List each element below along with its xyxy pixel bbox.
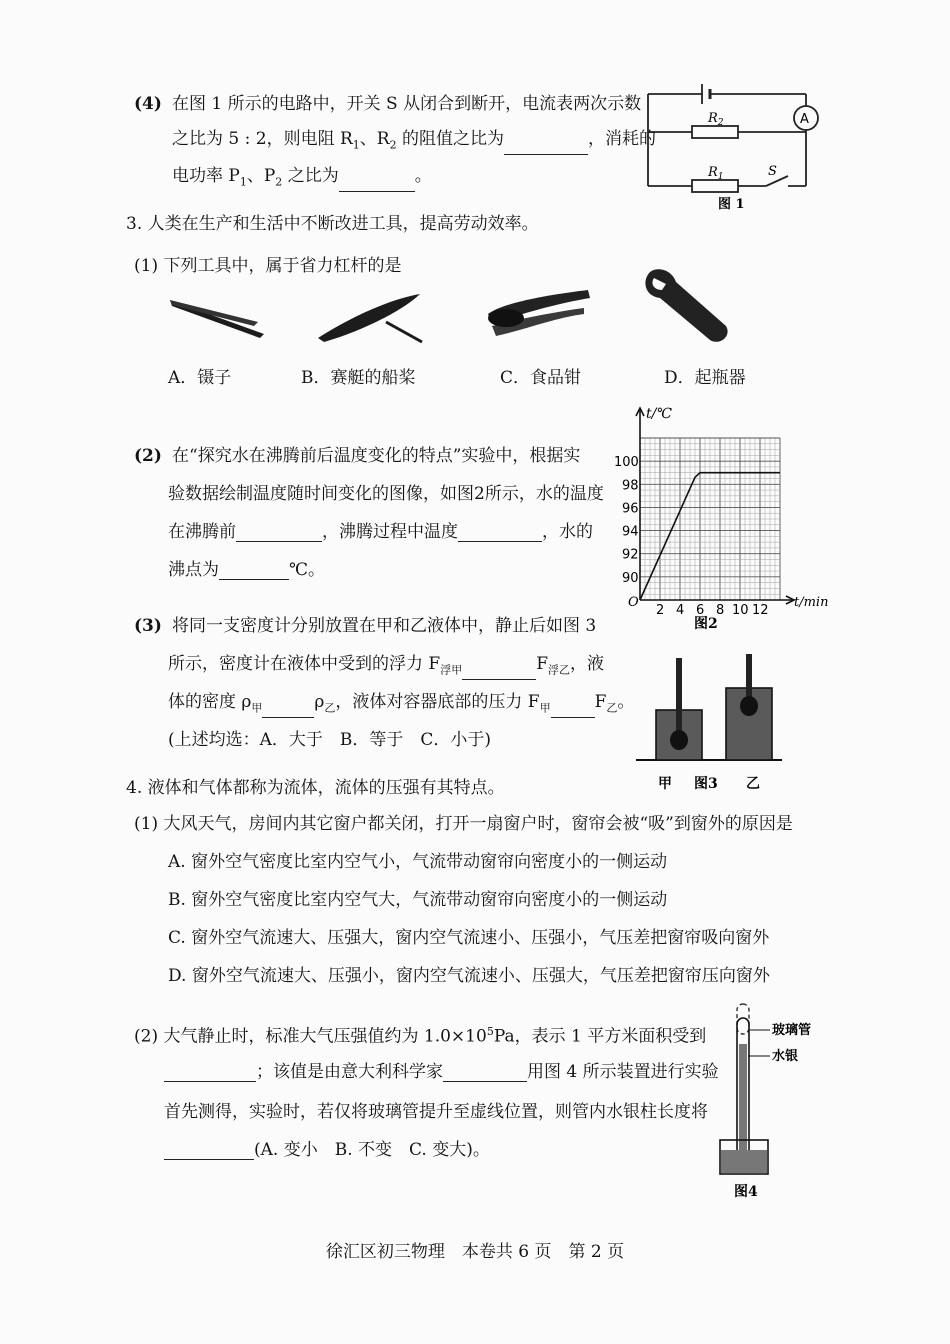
x-axis-label: t/min	[794, 595, 829, 610]
q3-2-number: (2)	[134, 446, 162, 466]
q2-4-line1: 在图 1 所示的电路中，开关 S 从闭合到断开，电流表两次示数	[172, 94, 642, 114]
q4-2-line1: (2) 大气静止时，标准大气压强值约为 $1.0\times 10^5Pa$，表示 1 平方米面积受到	[134, 1025, 707, 1047]
q3-3-line1: 将同一支密度计分别放置在甲和乙液体中，静止后如图 3	[172, 616, 597, 636]
mercury-column	[739, 1044, 747, 1168]
resistor-r2	[692, 126, 738, 138]
q4-2-line3: 首先测得，实验时，若仅将玻璃管提升至虚线位置，则管内水银柱长度将	[164, 1102, 708, 1122]
answer-blank-mercury-length[interactable]	[164, 1143, 254, 1160]
q4-title: 4. 液体和气体都称为流体，流体的压强有其特点。	[126, 778, 505, 798]
answer-blank-boiling-point[interactable]	[219, 563, 289, 580]
answer-blank-pressure-meaning[interactable]	[164, 1065, 256, 1082]
hydrometer-jia-bulb	[670, 730, 688, 750]
q3-1-option-a[interactable]: A．镊子	[168, 368, 232, 388]
answer-blank-power-ratio[interactable]	[339, 175, 415, 192]
bottle-opener-image	[640, 266, 736, 346]
y-tick-label: 98	[622, 478, 639, 494]
answer-blank-density[interactable]	[262, 701, 314, 718]
q3-1-option-d[interactable]: D．起瓶器	[664, 368, 746, 388]
figure-3-caption: 图3	[694, 776, 718, 792]
tweezers-image	[168, 292, 268, 344]
q4-1-stem: (1) 大风天气，房间内其它窗户都关闭，打开一扇窗户时，窗帘会被“吸”到窗外的原因是	[134, 814, 793, 834]
figure-3-hydrometers	[636, 654, 786, 794]
chart-grid	[640, 438, 780, 600]
y-tick-label: 90	[622, 570, 639, 586]
figure-1-circuit	[640, 82, 840, 212]
figure-2-caption: 图2	[694, 616, 718, 632]
q3-1-stem: (1) 下列工具中，属于省力杠杆的是	[134, 256, 402, 276]
answer-blank-resistance-ratio[interactable]	[504, 138, 588, 155]
answer-blank-temp-before[interactable]	[236, 525, 322, 542]
q4-1-option-c[interactable]: C. 窗外空气流速大、压强大，窗内空气流速小、压强小，气压差把窗帘吸向窗外	[168, 928, 770, 948]
q2-4-line3: 电功率 $P_1$、$P_2$ 之比为 。	[172, 166, 432, 192]
figure-3-label-yi: 乙	[746, 776, 760, 792]
r2-label: $R_2$	[708, 111, 724, 128]
y-tick-label: 94	[622, 524, 639, 540]
label-glass-tube: 玻璃管	[772, 1023, 812, 1038]
q2-4-number: (4)	[134, 94, 162, 114]
x-tick-label: 12	[752, 603, 769, 618]
switch-label: S	[768, 164, 777, 179]
q3-2-line2: 验数据绘制温度随时间变化的图像，如图2所示，水的温度	[168, 484, 604, 504]
q4-1-option-d[interactable]: D. 窗外空气流速大、压强小，窗内空气流速小、压强大，气压差把窗帘压向窗外	[168, 966, 770, 986]
q4-2-line2: ；该值是由意大利科学家 用图 4 所示装置进行实验	[164, 1062, 719, 1082]
q2-4-line2: 之比为 5 : 2，则电阻 $R_1$、$R_2$ 的阻值之比为 ，消耗的	[172, 129, 656, 155]
figure-1-caption: 图 1	[718, 197, 745, 212]
q3-2-line1: 在“探究水在沸腾前后温度变化的特点”实验中，根据实	[172, 446, 581, 466]
q3-3-choices-note: (上述均选：A．大于 B．等于 C．小于)	[168, 730, 492, 750]
hydrometer-yi-bulb	[740, 696, 758, 716]
resistor-r1	[692, 180, 738, 192]
answer-blank-temp-during[interactable]	[458, 525, 542, 542]
ammeter-label: A	[800, 112, 809, 127]
figure-4-torricelli	[716, 1000, 826, 1200]
q4-1-option-b[interactable]: B. 窗外空气密度比室内空气大，气流带动窗帘向密度小的一侧运动	[168, 890, 668, 910]
q4-1-option-a[interactable]: A. 窗外空气密度比室内空气小，气流带动窗帘向密度小的一侧运动	[168, 852, 668, 872]
q3-3-line2: 所示，密度计在液体中受到的浮力 $F_{浮甲}$ $F_{浮乙}$，液	[168, 654, 604, 680]
q3-3-line3: 体的密度 $\rho_甲$ $\rho_乙$，液体对容器底部的压力 $F_甲$ $F_乙$。	[168, 692, 634, 718]
label-mercury: 水银	[772, 1049, 799, 1064]
hydrometer-jia-stem	[676, 658, 682, 738]
y-tick-label: 100	[614, 455, 639, 471]
figure-3-label-jia: 甲	[658, 776, 672, 792]
answer-blank-buoyancy[interactable]	[462, 663, 536, 680]
x-tick-label: 8	[716, 603, 725, 618]
q4-2-line4: (A. 变小 B. 不变 C. 变大)。	[164, 1140, 490, 1160]
r1-label: $R_1$	[708, 165, 724, 182]
x-tick-label: 10	[732, 603, 749, 618]
x-tick-label: 4	[676, 603, 685, 618]
answer-blank-scientist[interactable]	[443, 1065, 527, 1082]
origin-label: O	[628, 595, 639, 610]
y-tick-label: 96	[622, 501, 639, 517]
x-tick-label: 6	[696, 603, 705, 618]
q3-2-line4: 沸点为 ℃。	[168, 560, 326, 580]
q3-2-line3: 在沸腾前 ，沸腾过程中温度 ，水的	[168, 522, 593, 542]
y-tick-label: 92	[622, 547, 639, 563]
figure-4-caption: 图4	[734, 1184, 758, 1200]
q3-title: 3. 人类在生产和生活中不断改进工具，提高劳动效率。	[126, 214, 539, 234]
food-tongs-image	[484, 286, 594, 346]
q3-1-option-c[interactable]: C．食品钳	[500, 368, 582, 388]
q3-1-option-b[interactable]: B．赛艇的船桨	[301, 368, 416, 388]
oar-image	[316, 290, 426, 350]
answer-blank-force[interactable]	[551, 701, 595, 718]
figure-2-chart	[610, 402, 835, 632]
page-footer: 徐汇区初三物理 本卷共 6 页 第 2 页	[325, 1242, 625, 1262]
q3-3-number: (3)	[134, 616, 162, 636]
y-axis-label: t/℃	[646, 406, 673, 422]
x-tick-label: 2	[656, 603, 665, 618]
